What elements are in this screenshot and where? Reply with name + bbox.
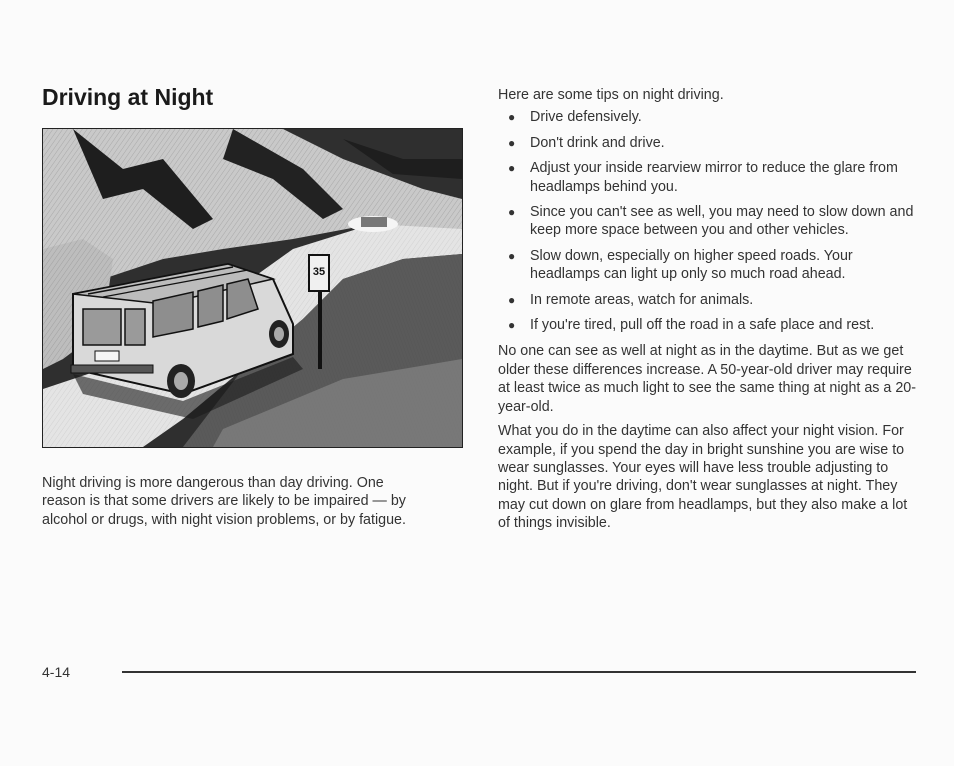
footer-divider <box>122 671 916 673</box>
list-item: ● Don't drink and drive. <box>508 134 665 151</box>
night-driving-illustration <box>42 128 463 448</box>
list-item: ● Adjust your inside rearview mirror to reduce the glare from headlamps behind you. <box>508 160 898 195</box>
page-title: Driving at Night <box>42 84 214 110</box>
page-number: 4-14 <box>42 664 71 680</box>
list-item: ● Drive defensively. <box>508 109 642 126</box>
list-item: ● In remote areas, watch for animals. <box>508 291 754 308</box>
bullet-icon: ● <box>508 292 516 307</box>
right-column <box>498 86 918 533</box>
van-on-road-drawing <box>43 129 462 447</box>
bullet-icon: ● <box>508 248 516 263</box>
list-item: ● Slow down, especially on higher speed roads. Your headlamps can light up only so much road ahead. <box>508 247 853 283</box>
list-item: ● Since you can't see as well, you may need to slow down and keep more space between you and other vehicles. <box>508 204 914 239</box>
intro-paragraph: Night driving is more dangerous than day driving. One reason is that some drivers are likely to be impaired — by alcohol or drugs, with night vision problems, or by fatigue. <box>42 475 406 528</box>
list-item: ● If you're tired, pull off the road in a safe place and rest. <box>508 317 875 334</box>
bullet-icon: ● <box>508 135 516 150</box>
tips-list <box>498 108 918 334</box>
bullet-icon: ● <box>508 161 516 176</box>
daytime-effects-paragraph: What you do in the daytime can also affect your night vision. For example, if you spend the day in bright sunshine you are wise to wear sunglasses. Your eyes will have less trouble adjusting to night. But if you're driving, don't wear sunglasses at night. They may cut down on glare from headlamps, but they also make a lot of things invisible. <box>498 423 908 532</box>
bullet-icon: ● <box>508 110 516 125</box>
tips-intro: Here are some tips on night driving. <box>498 87 724 103</box>
speed-sign-text: 35 <box>312 266 326 278</box>
bullet-icon: ● <box>508 205 516 220</box>
bullet-icon: ● <box>508 318 516 333</box>
age-vision-paragraph: No one can see as well at night as in the daytime. But as we get older these differences increase. A 50-year-old driver may require at least twice as much light to see the same thing at night as a 20-year-old. <box>498 343 917 415</box>
